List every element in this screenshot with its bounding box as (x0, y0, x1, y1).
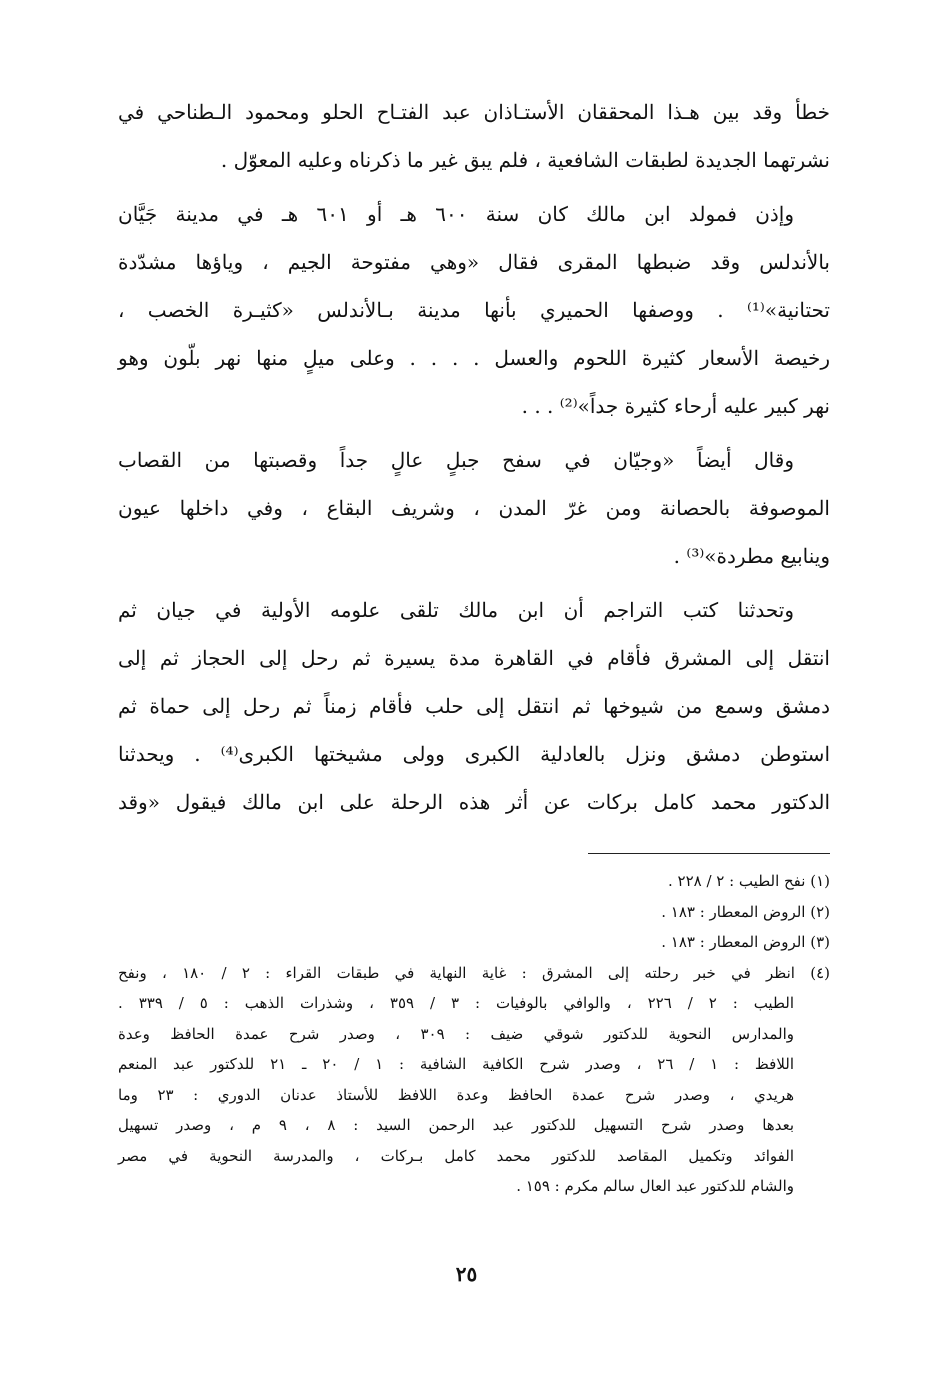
footnote-4-line: والشام للدكتور عبد العال سالم مكرم : ١٥٩ . (516, 1177, 794, 1195)
text-line: وينابيع مطردة»⁽³⁾ . (673, 544, 830, 568)
text-line: استوطن دمشق ونزل بالعادلية الكبرى وولى مشيختها الكبرى⁽⁴⁾ . ويحدثنا (118, 742, 830, 766)
footnotes (118, 866, 830, 1202)
paragraph (118, 436, 830, 580)
footnote-3: (٣) الروض المعطار : ١٨٣ . (661, 933, 830, 951)
text-line: انتقل إلى المشرق فأقام في القاهرة مدة يسيرة ثم رحل إلى الحجاز ثم إلى (118, 646, 830, 670)
text-line: وتحدثنا كتب التراجم أن ابن مالك تلقى علومه الأولية في جيان ثم (118, 598, 794, 622)
page-number: ٢٥ (455, 1262, 478, 1286)
text-line: تحتانية»⁽¹⁾ . ووصفها الحميري بأنها مدينة بـالأندلس «كثيـرة الخصب ، (118, 298, 830, 322)
main-text (118, 88, 830, 832)
paragraph (118, 88, 830, 184)
footnote-1: (١) نفح الطيب : ٢ / ٢٢٨ . (667, 872, 830, 890)
footnote-divider (588, 853, 830, 854)
paragraph (118, 190, 830, 430)
footnote-4-line: الفوائد وتكميل المقاصد للدكتور محمد كامل بـركات ، والمدرسة النحوية في مصر (118, 1146, 794, 1165)
text-line: الدكتور محمد كامل بركات عن أثر هذه الرحلة على ابن مالك فيقول «وقد (118, 790, 830, 814)
text-line: رخيصة الأسعار كثيرة اللحوم والعسل . . . . وعلى ميلٍ منها نهر بلّون وهو (118, 346, 830, 370)
footnote-4-line: هريدي ، وصدر شرح عمدة الحافظ وعدة اللافظ للأستاذ عدنان الدوري : ٢٣ وما (118, 1085, 795, 1104)
text-line: نهر كبير عليه أرحاء كثيرة جداً»⁽²⁾ . . . (521, 394, 830, 418)
footnote-4: (٤) انظر في خبر رحلته إلى المشرق : غاية النهاية في طبقات القراء : ٢ / ١٨٠ ، ونفح (118, 963, 830, 982)
footnote-2: (٢) الروض المعطار : ١٨٣ . (661, 902, 830, 921)
paragraph (118, 586, 830, 826)
text-line: وإذن فمولد ابن مالك كان سنة ٦٠٠ هـ أو ٦٠١ هـ في مدينة جَيَّان (118, 202, 795, 226)
footnote-4-line: والمدارس النحوية للدكتور شوقي ضيف : ٣٠٩ ، وصدر شرح عمدة الحافظ وعدة (118, 1024, 794, 1043)
text-line: نشرتهما الجديدة لطبقات الشافعية ، فلم يبق غير ما ذكرناه وعليه المعوّل . (220, 148, 830, 172)
footnote-4-line: اللافظ : ١ / ٢٦ ، وصدر شرح الكافية الشافية : ١ / ٢٠ ـ ٢١ للدكتور عبد المنعم (118, 1055, 795, 1073)
footnote-4-line: الطيب : ٢ / ٢٢٦ ، والوافي بالوفيات : ٣ / ٣٥٩ ، وشذرات الذهب : ٥ / ٣٣٩ . (118, 994, 794, 1012)
footnote-4-line: بعدها وصدر شرح التسهيل للدكتور عبد الرحمن السيد : ٨ ، ٩ م ، وصدر تسهيل (118, 1116, 794, 1134)
text-line: دمشق وسمع من شيوخها ثم انتقل إلى حلب فأقام زمناً ثم رحل إلى حماة ثم (118, 694, 830, 718)
text-line: خطأ وقد بين هـذا المحققان الأستـاذان عبد الفتـاح الحلو ومحمود الـطناحي في (118, 100, 830, 124)
text-line: بالأندلس وقد ضبطها المقرى فقال «وهي مفتوحة الجيم ، وياؤها مشدّدة (118, 250, 830, 274)
text-line: الموصوفة بالحصانة ومن غرّ المدن ، وشريف البقاع ، وفي داخلها عيون (118, 496, 830, 520)
text-line: وقال أيضاً «وجيّان في سفح جبلٍ عالٍ جداً وقصبتها من القصاب (118, 448, 794, 472)
